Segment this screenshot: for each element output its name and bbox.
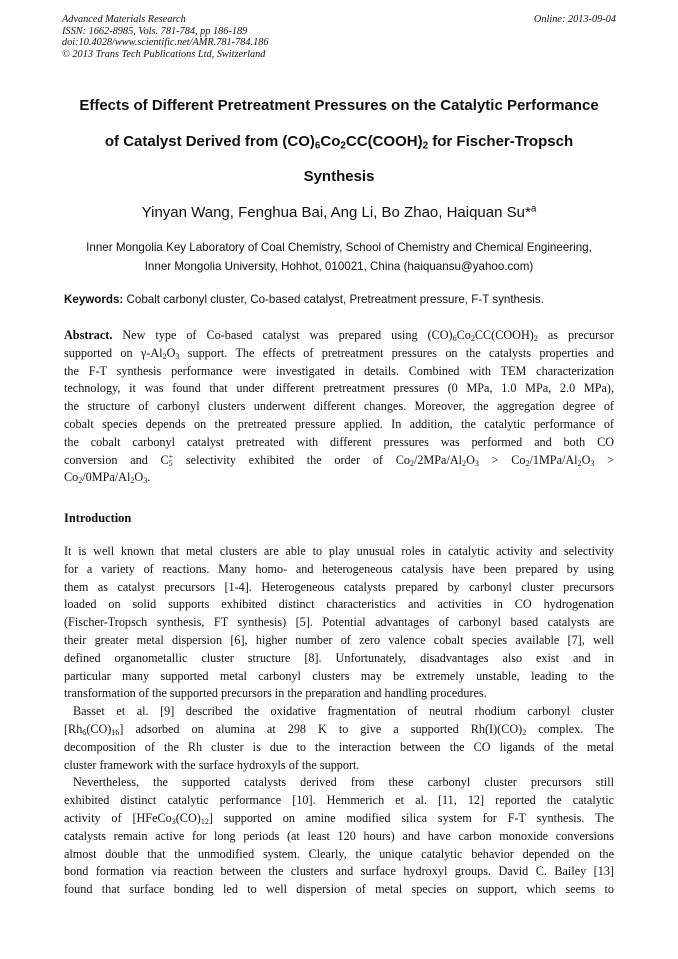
intro-paragraph-3 — [64, 828, 614, 899]
intro-line: catalysts remain active for long periods (at least 120 hours) and have carbon monoxide conversions — [64, 828, 614, 843]
keywords-label: Keywords: — [64, 293, 124, 306]
intro-paragraph-2 — [64, 739, 614, 775]
title-line-3: Synthesis — [303, 168, 375, 185]
intro-line: exhibited distinct catalytic performance [10]. Hemmerich et al. [11, 12] reported the catalytic — [64, 793, 614, 808]
intro-line: Basset et al. [9] described the oxidative fragmentation of neutral rhodium carbonyl cluster — [73, 704, 614, 719]
intro-line: almost double that the unmodified system. Clearly, the unique catalytic behavior depended on the — [64, 846, 614, 861]
intro-line: Nevertheless, the supported catalysts derived from these carbonyl cluster precursors still — [73, 775, 614, 790]
abstract-line: the F-T synthesis performance were investigated in details. Combined with TEM characterization — [64, 363, 614, 378]
abstract-line: cobalt species depends on the pretreated pressure applied. In addition, the catalytic performance of — [64, 416, 614, 431]
intro-line: them as catalyst precursors [1-4]. Heterogeneous catalysts prepared by carbonyl cluster precursors — [64, 579, 614, 594]
abstract-line: the structure of carbonyl clusters underwent different changes. Moreover, the aggregation degree of — [64, 399, 614, 414]
intro-line: activity of $[HFeCo_3(CO)_{12}]$ supported on amine modified silica system for F-T synthesis. The — [64, 810, 614, 826]
intro-line: $[Rh_6(CO)_{16}]$ adsorbed on alumina at 298 K to give a supported $Rh(I)(CO)_2$ complex. The — [64, 721, 614, 737]
doi-line: doi:10.4028/www.scientific.net/AMR.781-784.186 — [62, 37, 269, 49]
title-line-1: Effects of Different Pretreatment Pressures on the Catalytic Performance — [79, 97, 599, 114]
abstract-line: the cobalt carbonyl catalyst pretreated with different pressures was performed and both CO — [64, 434, 614, 449]
abstract — [64, 327, 614, 487]
affiliation-line-2: Inner Mongolia University, Hohhot, 010021, China (haiquansu@yahoo.com) — [144, 260, 534, 273]
abstract-line: $Co_2/0MPa/Al_2O_3$. — [64, 470, 151, 486]
intro-line: defined organometallic cluster structure [8]. Unfortunately, disadvantages also exist and in — [64, 650, 614, 665]
intro-paragraph-1 — [64, 543, 614, 703]
author-mark: a — [530, 203, 537, 215]
intro-line: (Fischer-Tropsch synthesis, FT synthesis) [5]. Potential advantages of carbonyl based catalysts are — [64, 615, 614, 630]
online-date: Online: 2013-09-04 — [533, 14, 616, 25]
title-line-2: of Catalyst Derived from $(CO)_6Co_2CC(COOH)_2$ for Fischer-Tropsch — [104, 132, 574, 151]
intro-line: It is well known that metal clusters are able to play unusual roles in catalytic activity and selectivity — [64, 544, 614, 558]
intro-line: for a variety of reactions. Many homo- and heterogeneous catalysis have been prepared by using — [64, 561, 614, 576]
intro-line: loaded on solid supports exhibited distinct characteristics and activities in CO hydrogenation — [64, 597, 614, 612]
introduction-heading: Introduction — [64, 511, 132, 525]
intro-line: their greater metal dispersion [6], higher number of zero valence cobalt species available [7], well — [64, 632, 614, 647]
intro-line: decomposition of the Rh cluster is due to the interaction between the CO ligands of the metal — [64, 739, 614, 754]
author-list: Yinyan Wang, Fenghua Bai, Ang Li, Bo Zhao, Haiquan Su*$^a$ — [141, 203, 537, 221]
keywords-text: Cobalt carbonyl cluster, Co-based catalyst, Pretreatment pressure, F-T synthesis. — [123, 293, 544, 306]
intro-line: cluster framework with the surface hydroxyls of the support. — [64, 757, 360, 772]
copyright-line: © 2013 Trans Tech Publications Ltd, Switzerland — [62, 48, 266, 60]
abstract-line: technology, it was found that under different pretreatment pressures (0 MPa, 1.0 MPa, 2.0 MPa), — [64, 381, 614, 396]
intro-line: bond formation via reaction between the clusters and surface hydroxyl groups. David C. Bailey [13] — [64, 864, 614, 879]
journal-header — [62, 14, 616, 60]
intro-line: particular many supported metal carbonyl clusters may be extremely unstable, leading to the — [64, 668, 614, 683]
abstract-label: Abstract. — [64, 328, 113, 342]
journal-name: Advanced Materials Research — [62, 14, 186, 25]
abstract-line: conversion and $C_5^+$ selectivity exhibited the order of $Co_2/2MPa/Al_2O_3 > Co_2/1MPa/Al_2O_3$ > — [64, 452, 615, 468]
introduction-body — [64, 543, 614, 899]
affiliation — [52, 238, 626, 276]
intro-line: transformation of the supported precursors in the preparation and handling procedures. — [64, 686, 487, 701]
intro-line: found that surface bonding led to well dispersion of metal species on support, which seems to — [64, 882, 614, 897]
keywords — [64, 293, 624, 306]
issn-line: ISSN: 1662-8985, Vols. 781-784, pp 186-189 — [62, 25, 248, 37]
abstract-line: Abstract. New type of Co-based catalyst was prepared using $(CO)_6Co_2CC(COOH)_2$ as precursor — [64, 328, 614, 343]
abstract-line: supported on $\gamma-Al_2O_3$ support. The effects of pretreatment pressures on the catalysts properties and — [64, 345, 614, 361]
affiliation-line-1: Inner Mongolia Key Laboratory of Coal Chemistry, School of Chemistry and Chemical Engineering, — [86, 241, 592, 254]
paper-title — [40, 88, 638, 195]
